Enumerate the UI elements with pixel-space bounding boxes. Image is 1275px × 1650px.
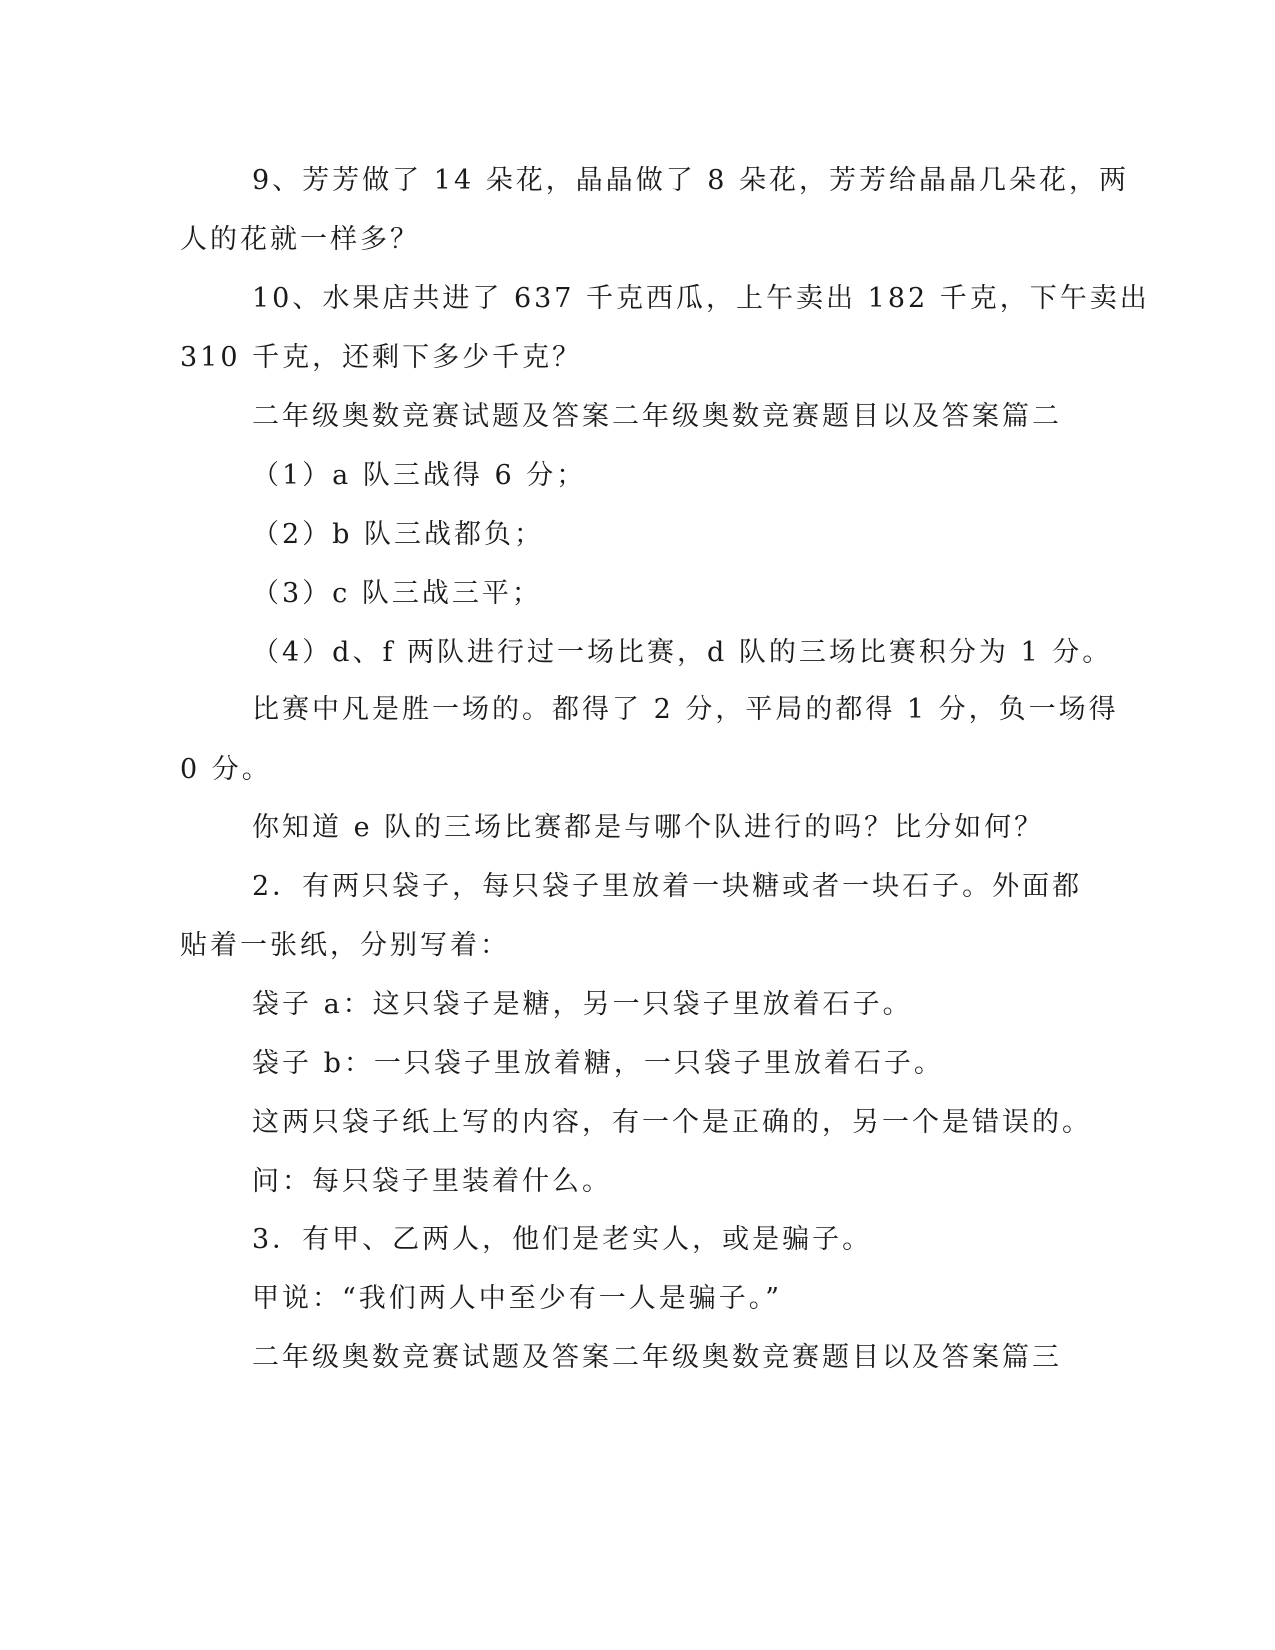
text-line-condition-1: （1）a 队三战得 6 分； [252,460,587,491]
section-heading-part2: 二年级奥数竞赛试题及答案二年级奥数竞赛题目以及答案篇二 [252,401,1062,432]
text-line-q3-part1: 3．有甲、乙两人，他们是老实人，或是骗子。 [252,1224,873,1255]
text-line-bag-statement: 这两只袋子纸上写的内容，有一个是正确的，另一个是错误的。 [252,1107,1092,1138]
text-line-bag-question: 问：每只袋子里装着什么。 [252,1166,612,1197]
text-line-question-e: 你知道 e 队的三场比赛都是与哪个队进行的吗？比分如何？ [252,812,1045,843]
section-heading-part3: 二年级奥数竞赛试题及答案二年级奥数竞赛题目以及答案篇三 [252,1342,1062,1373]
text-line-bag-a: 袋子 a：这只袋子是糖，另一只袋子里放着石子。 [252,989,913,1020]
text-line-q10-part2: 310 千克，还剩下多少千克？ [180,342,583,373]
text-line-q9-part1: 9、芳芳做了 14 朵花，晶晶做了 8 朵花，芳芳给晶晶几朵花，两 [252,165,1130,196]
text-line-scoring-part2: 0 分。 [180,754,272,785]
text-line-condition-2: （2）b 队三战都负； [252,519,545,550]
text-line-bag-b: 袋子 b：一只袋子里放着糖，一只袋子里放着石子。 [252,1048,944,1079]
text-line-q2-part2: 贴着一张纸，分别写着： [180,930,510,961]
text-line-q9-part2: 人的花就一样多？ [180,224,420,255]
text-line-condition-3: （3）c 队三战三平； [252,578,542,609]
text-line-q10-part1: 10、水果店共进了 637 千克西瓜，上午卖出 182 千克，下午卖出 [252,283,1150,314]
text-line-q2-part1: 2．有两只袋子，每只袋子里放着一块糖或者一块石子。外面都 [252,871,1083,902]
text-line-condition-4: （4）d、f 两队进行过一场比赛，d 队的三场比赛积分为 1 分。 [252,637,1113,668]
text-line-q3-part2: 甲说：“我们两人中至少有一人是骗子。” [252,1283,783,1314]
text-line-scoring-part1: 比赛中凡是胜一场的。都得了 2 分，平局的都得 1 分，负一场得 [252,694,1119,725]
